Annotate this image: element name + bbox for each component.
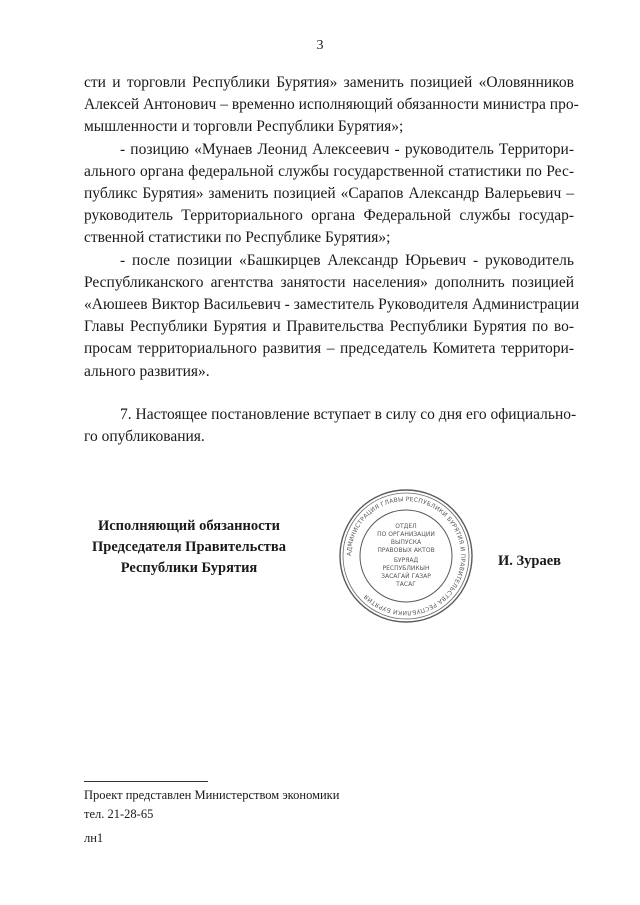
seal-text-line: РЕСПУБЛИКЫН [382, 565, 430, 572]
footnote-divider [84, 781, 208, 782]
signatory-title-line: Председателя Правительства [92, 539, 286, 555]
text-line: руководитель Территориального органа Федеральной службы государ- [84, 207, 574, 225]
seal-text-line: ТАСАГ [396, 581, 416, 588]
text-line: ального органа федеральной службы государственной статистики по Рес- [84, 162, 574, 180]
document-reference: лн1 [84, 831, 104, 845]
text-line: Республиканского агентства занятости населения» дополнить позицией [84, 273, 574, 291]
seal-text-line: ПО ОРГАНИЗАЦИИ [377, 531, 435, 538]
paragraph-4 [84, 404, 577, 448]
text-line: - позицию «Мунаев Леонид Алексеевич - руководитель Территори- [120, 140, 574, 158]
text-line: просам территориального развития – председатель Комитета территори- [84, 340, 574, 358]
text-line: - после позиции «Башкирцев Александр Юрьевич - руководитель [120, 251, 574, 269]
signatory-title-line: Исполняющий обязанности [97, 518, 281, 534]
footnote-line: тел. 21-28-65 [84, 806, 154, 821]
text-line: публикс Бурятия» заменить позицией «Сарапов Александр Валерьевич – [84, 185, 574, 203]
document-body [84, 72, 580, 448]
text-line: 7. Настоящее постановление вступает в силу со дня его официально- [120, 405, 577, 423]
seal-text-line: ПРАВОВЫХ АКТОВ [377, 547, 435, 554]
paragraph-2 [84, 139, 574, 250]
footnote-line: Проект представлен Министерством экономики [84, 788, 340, 802]
signatory-title [84, 516, 294, 579]
text-line: сти и торговли Республики Бурятия» заменить позицией «Оловянников [84, 74, 574, 91]
text-line: ственной статистики по Республике Бурятия»; [84, 229, 391, 247]
text-line: го опубликования. [84, 428, 205, 446]
text-line: ального развития». [84, 362, 210, 380]
page-number: 3 [316, 38, 324, 53]
signer-name: И. Зураев [498, 553, 562, 569]
paragraph-3 [84, 250, 580, 383]
official-seal [338, 488, 474, 624]
seal-ring-text: АДМИНИСТРАЦИЯ ГЛАВЫ РЕСПУБЛИКИ БУРЯТИЯ И ПРАВИТЕЛЬСТВА РЕСПУБЛИКИ БУРЯТИЯ [345, 495, 467, 617]
paragraph-1 [84, 72, 579, 139]
text-line: Алексей Антонович – временно исполняющий обязанности министра про- [84, 96, 579, 114]
seal-text-line: ЗАСАГАЙ ГАЗАР [381, 573, 431, 580]
text-line: Главы Республики Бурятия и Правительства Республики Бурятия по во- [84, 318, 574, 336]
seal-text-line: ОТДЕЛ [395, 523, 417, 530]
seal-text-line: ВЫПУСКА [390, 539, 422, 546]
footnote [84, 786, 339, 848]
seal-text-line: БУРЯАД [393, 557, 419, 564]
paragraph-gap [84, 383, 574, 404]
svg-text:АДМИНИСТРАЦИЯ ГЛАВЫ РЕСПУБЛИКИ [346, 496, 466, 616]
text-line: мышленности и торговли Республики Бурятия»; [84, 118, 404, 136]
signatory-title-line: Республики Бурятия [120, 560, 258, 576]
text-line: «Аюшеев Виктор Васильевич - заместитель Руководителя Администрации [84, 296, 580, 314]
